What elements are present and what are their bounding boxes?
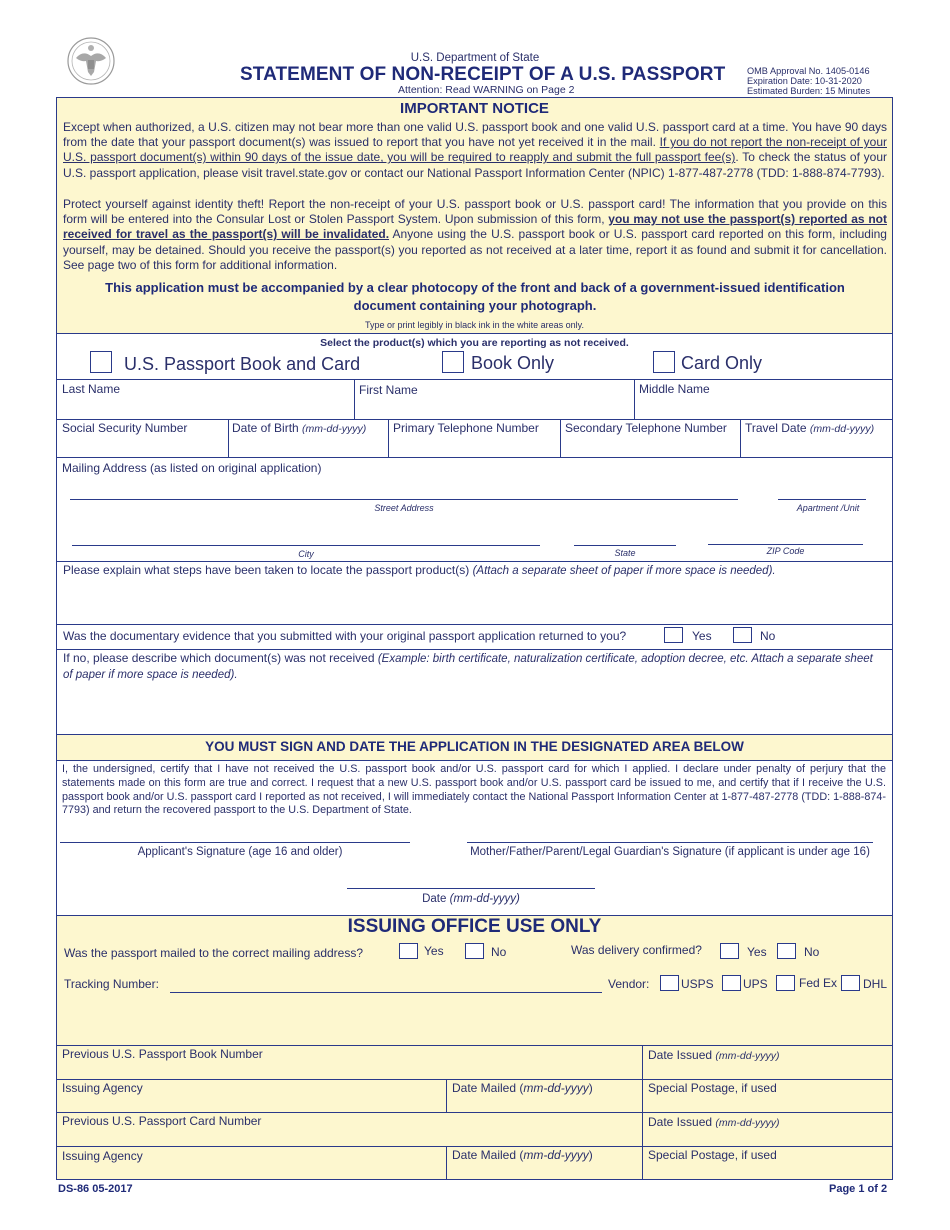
secondary-phone-field[interactable]: Secondary Telephone Number: [565, 421, 727, 435]
attention-note: Attention: Read WARNING on Page 2: [398, 84, 575, 96]
card-special-postage-field[interactable]: Special Postage, if used: [648, 1148, 777, 1162]
middle-name-field[interactable]: Middle Name: [639, 382, 710, 396]
apartment-field[interactable]: Apartment /Unit: [796, 503, 860, 513]
evidence-question: Was the documentary evidence that you submitted with your original passport application returned to you?: [63, 629, 627, 643]
delivery-confirmed-question: Was delivery confirmed?: [571, 943, 702, 957]
book-date-issued-field[interactable]: Date Issued (mm-dd-yyyy): [648, 1048, 780, 1062]
vendor-fedex-label: Fed Ex: [799, 976, 838, 990]
card-date-mailed-field[interactable]: Date Mailed (mm-dd-yyyy): [452, 1148, 593, 1162]
last-name-field[interactable]: Last Name: [62, 382, 121, 396]
prev-book-number-field[interactable]: Previous U.S. Passport Book Number: [62, 1047, 263, 1061]
city-field[interactable]: City: [298, 549, 314, 559]
evidence-yes-label: Yes: [692, 629, 712, 643]
vendor-usps-checkbox[interactable]: [660, 975, 679, 991]
product-prompt: Select the product(s) which you are reporting as not received.: [320, 337, 629, 349]
mailed-address-question: Was the passport mailed to the correct mailing address?: [64, 946, 364, 960]
delivery-no-checkbox[interactable]: [777, 943, 796, 959]
book-and-card-label: U.S. Passport Book and Card: [124, 354, 361, 374]
photocopy-requirement: This application must be accompanied by a clear photocopy of the front and back of a government-issued identification document containing your photograph.: [105, 280, 845, 313]
applicant-signature-field[interactable]: Applicant's Signature (age 16 and older): [137, 846, 343, 858]
delivery-yes-label: Yes: [747, 945, 767, 959]
ink-instruction: Type or print legibly in black ink in the white areas only.: [365, 320, 584, 330]
delivery-no-label: No: [804, 945, 820, 959]
book-special-postage-field[interactable]: Special Postage, if used: [648, 1081, 777, 1095]
sign-section-title: YOU MUST SIGN AND DATE THE APPLICATION IN THE DESIGNATED AREA BELOW: [205, 739, 744, 754]
ssn-field[interactable]: Social Security Number: [62, 421, 188, 435]
guardian-signature-field[interactable]: Mother/Father/Parent/Legal Guardian's Signature (if applicant is under age 16): [470, 846, 870, 858]
card-only-label: Card Only: [681, 353, 763, 373]
notice-paragraph-1: Except when authorized, a U.S. citizen may not bear more than one valid U.S. passport book and one valid U.S. passport card at a time. You have 90 days from the date that your passport document(s) was issued to report that you have not yet received it in the mail. If you do not report the non-receipt of your U.S. passport document(s) within 90 days of the issue date, you will be required to reapply and submit the full passport fee(s). To check the status of your U.S. passport application, please visit travel.state.gov or contact our National Passport Information Center (NPIC) 1-877-487-2778 (TDD: 1-888-874-7793).: [63, 120, 887, 180]
vendor-fedex-checkbox[interactable]: [776, 975, 795, 991]
vendor-ups-checkbox[interactable]: [722, 975, 741, 991]
omb-info: OMB Approval No. 1405-0146 Expiration Date: 10-31-2020 Estimated Burden: 15 Minutes: [747, 66, 871, 96]
book-issuing-agency-field[interactable]: Issuing Agency: [62, 1081, 143, 1095]
travel-date-field[interactable]: Travel Date (mm-dd-yyyy): [745, 421, 875, 435]
tracking-number-field[interactable]: [170, 992, 602, 993]
form-title: STATEMENT OF NON-RECEIPT OF A U.S. PASSPORT: [240, 64, 726, 85]
vendor-ups-label: UPS: [743, 977, 768, 991]
card-issuing-agency-field[interactable]: Issuing Agency: [62, 1149, 143, 1163]
evidence-yes-checkbox[interactable]: [664, 627, 683, 643]
mailed-no-label: No: [491, 945, 507, 959]
issuing-office-title: ISSUING OFFICE USE ONLY: [347, 916, 602, 937]
book-only-checkbox[interactable]: [442, 351, 464, 373]
prev-card-number-field[interactable]: Previous U.S. Passport Card Number: [62, 1114, 262, 1128]
mailed-yes-label: Yes: [424, 944, 444, 958]
card-only-checkbox[interactable]: [653, 351, 675, 373]
mailing-address-label: Mailing Address (as listed on original application): [62, 461, 322, 475]
vendor-dhl-label: DHL: [863, 977, 888, 991]
mailed-yes-checkbox[interactable]: [399, 943, 418, 959]
first-name-field[interactable]: First Name: [359, 383, 418, 397]
missing-documents-field[interactable]: If no, please describe which document(s) was not received (Example: birth certificate, naturalization certificate, adoption decree, etc. Attach a separate sheet of paper if more space is needed).: [63, 651, 873, 681]
primary-phone-field[interactable]: Primary Telephone Number: [393, 421, 539, 435]
signature-date-field[interactable]: Date (mm-dd-yyyy): [422, 893, 520, 905]
department-name: U.S. Department of State: [410, 52, 540, 64]
page-number: Page 1 of 2: [829, 1183, 888, 1195]
card-date-issued-field[interactable]: Date Issued (mm-dd-yyyy): [648, 1115, 780, 1129]
book-only-label: Book Only: [471, 353, 555, 373]
evidence-no-checkbox[interactable]: [733, 627, 752, 643]
notice-paragraph-2: Protect yourself against identity theft! Report the non-receipt of your U.S. passport book or U.S. passport card! The information that you provide on this form will be entered into the Consular Lost or Stolen Passport System. Upon submission of this form, you may not use the passport(s) reported as not received for travel as the passport(s) will be invalidated. Anyone using the U.S. passport book or U.S. passport card reported on this form, including yourself, may be detained. Should you receive the passport(s) you reported as not received at a later time, report it as found and submit it for cancellation. See page two of this form for additional information.: [63, 197, 887, 272]
book-date-mailed-field[interactable]: Date Mailed (mm-dd-yyyy): [452, 1081, 593, 1095]
street-address-field[interactable]: Street Address: [374, 503, 434, 513]
certification-statement: I, the undersigned, certify that I have not received the U.S. passport book and/or U.S. passport card for which I applied. I declare under penalty of perjury that the statements made on this form are true and correct. I request that a new U.S. passport book and/or U.S. passport card be issued to me, and certify that if I receive the U.S. passport book and/or U.S. passport card I reported as not received, I will immediately contact the National Passport Information Center at 1-877-487-2778 (TDD: 1-888-874-7793) and return the recovered passport to the U.S. Department of State.: [62, 763, 886, 817]
zip-field[interactable]: ZIP Code: [766, 546, 805, 556]
locate-steps-field[interactable]: Please explain what steps have been taken to locate the passport product(s) (Attach a separate sheet of paper if more space is needed).: [63, 563, 776, 577]
delivery-yes-checkbox[interactable]: [720, 943, 739, 959]
vendor-label: Vendor:: [608, 977, 650, 991]
mailed-no-checkbox[interactable]: [465, 943, 484, 959]
tracking-number-label: Tracking Number:: [64, 977, 159, 991]
dob-field[interactable]: Date of Birth (mm-dd-yyyy): [232, 421, 367, 435]
evidence-no-label: No: [760, 629, 776, 643]
book-and-card-checkbox[interactable]: [90, 351, 112, 373]
important-notice-title: IMPORTANT NOTICE: [400, 100, 549, 117]
vendor-dhl-checkbox[interactable]: [841, 975, 860, 991]
state-field[interactable]: State: [614, 548, 636, 558]
vendor-usps-label: USPS: [681, 977, 714, 991]
form-id: DS-86 05-2017: [58, 1183, 133, 1195]
